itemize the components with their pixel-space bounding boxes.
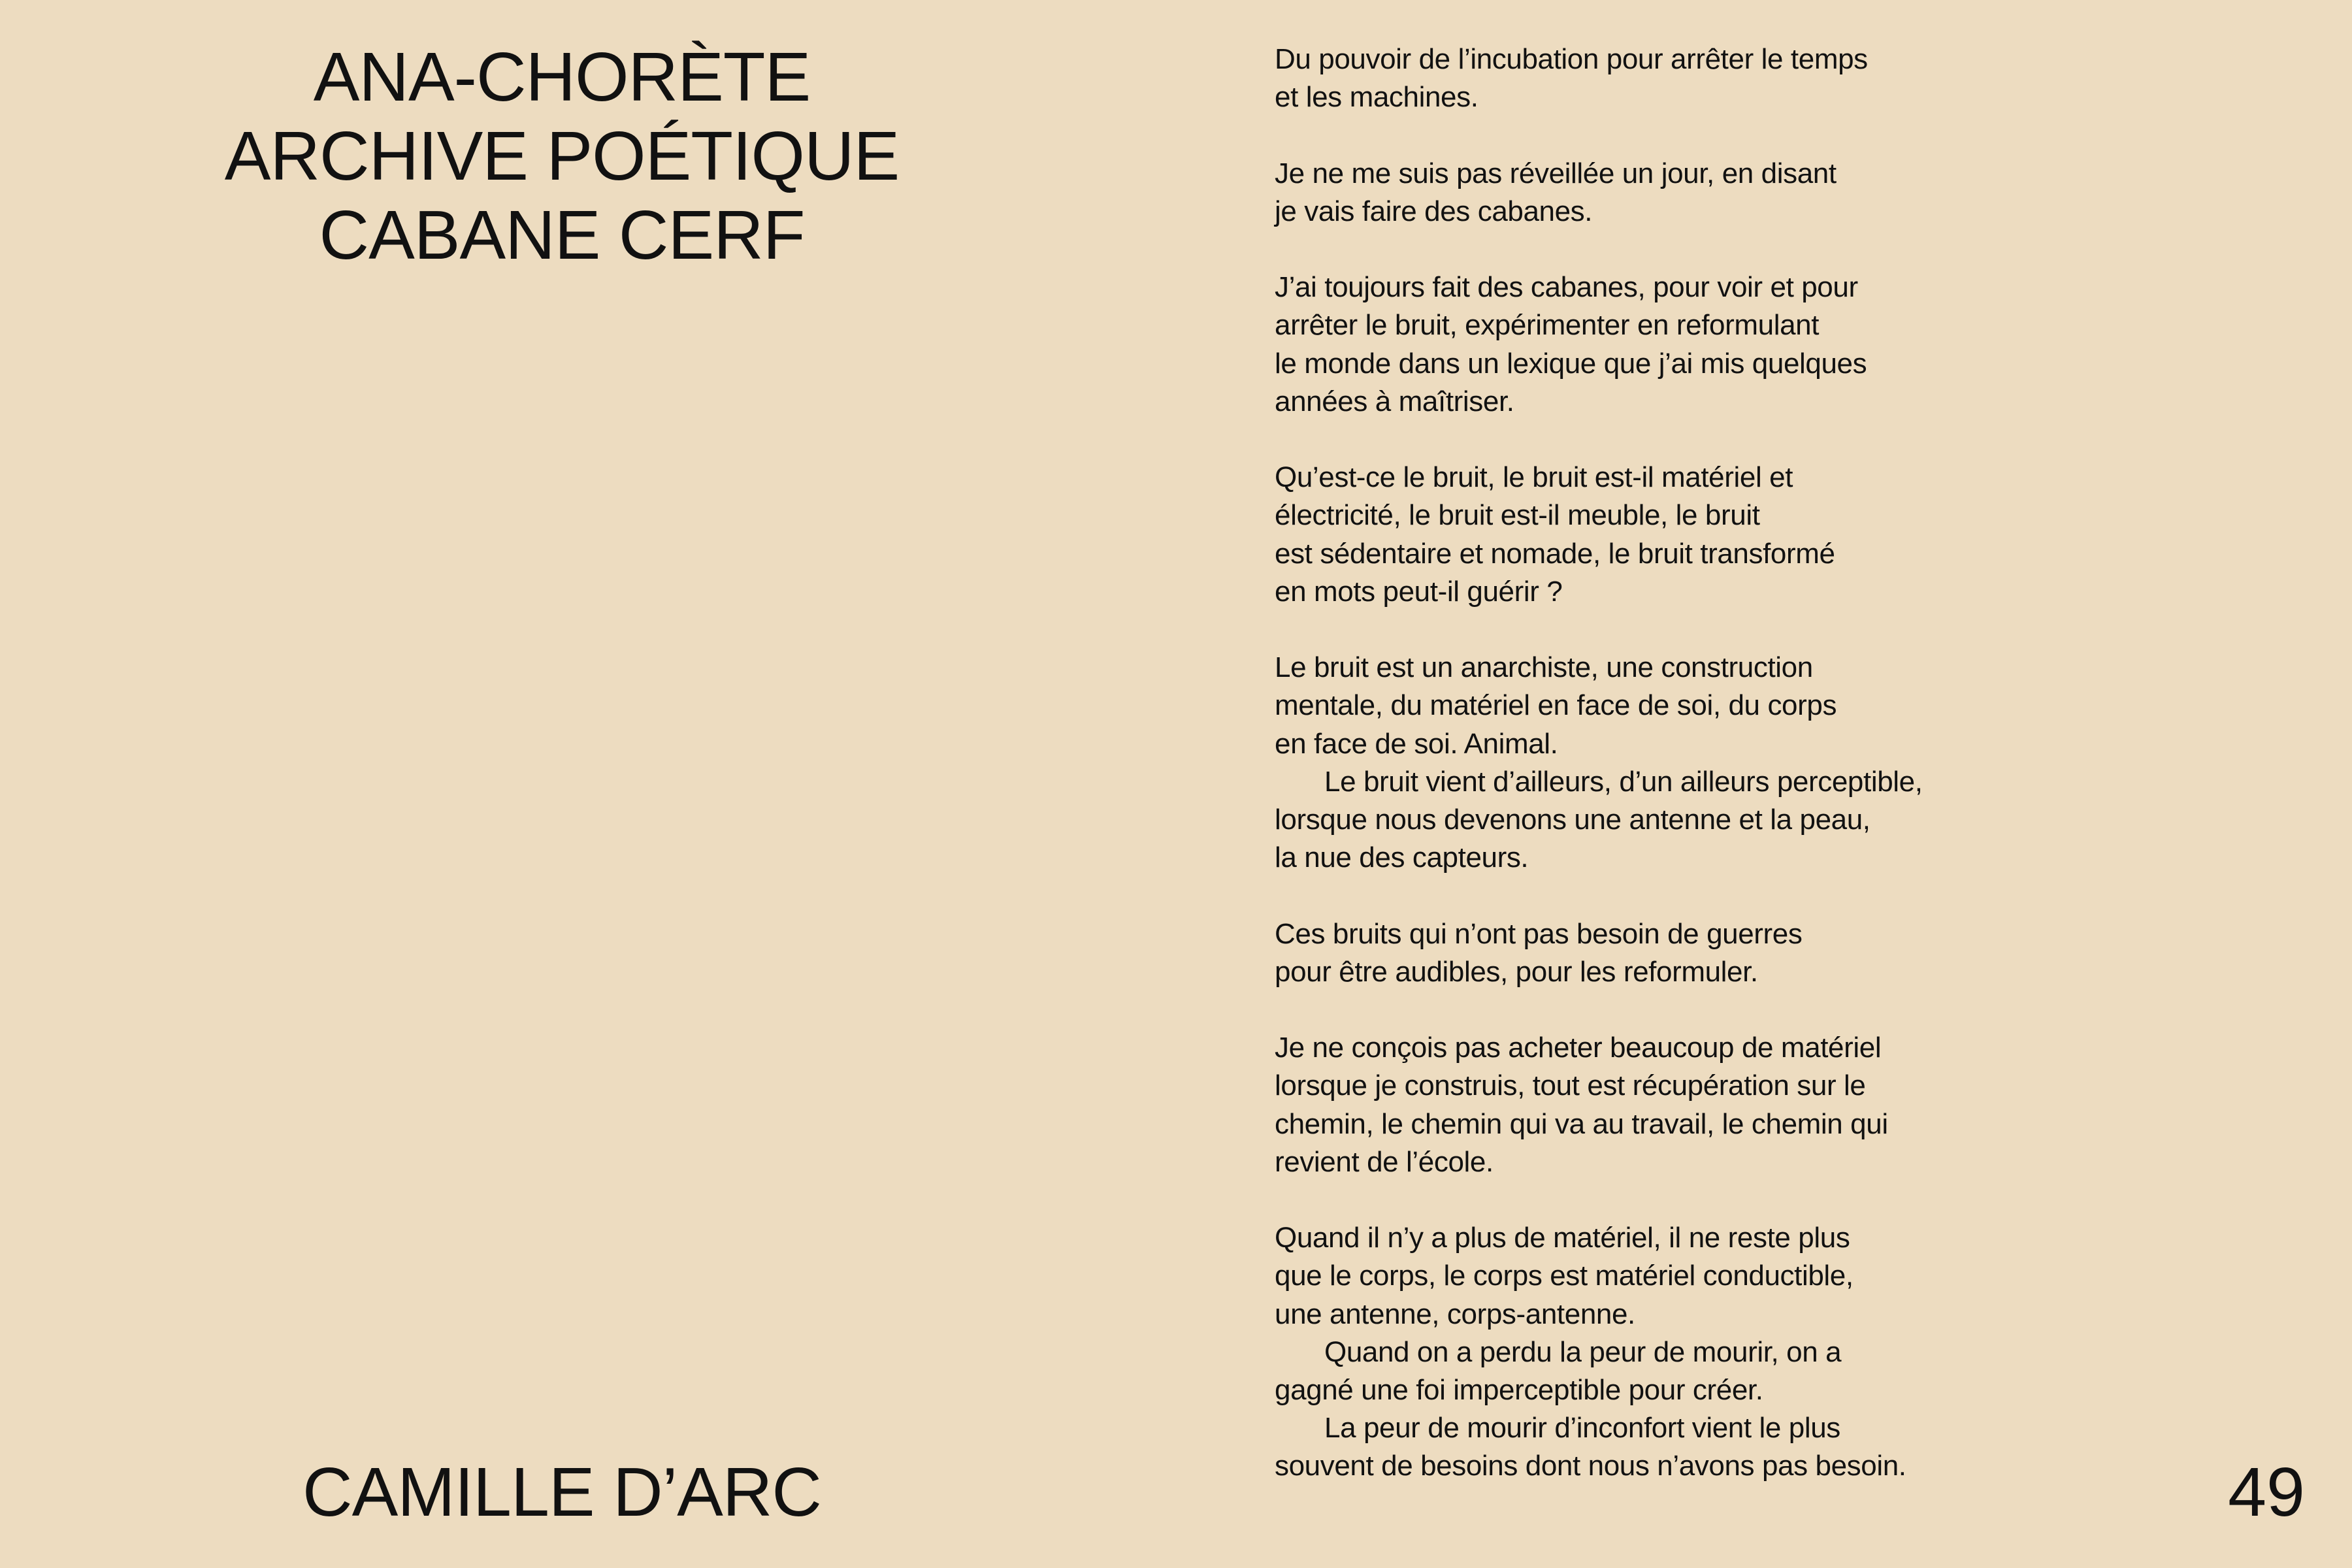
author-name: CAMILLE D’ARC <box>302 1454 821 1531</box>
poem-line: électricité, le bruit est-il meuble, le bruit <box>1275 499 1760 532</box>
poem-line: je vais faire des cabanes. <box>1275 195 1593 227</box>
poem-line: le monde dans un lexique que j’ai mis quelques <box>1275 347 1867 380</box>
poem-line: lorsque nous devenons une antenne et la peau, <box>1275 804 1870 836</box>
poem-line: mentale, du matériel en face de soi, du corps <box>1275 689 1837 722</box>
poem-line: Je ne conçois pas acheter beaucoup de matériel <box>1275 1032 1882 1064</box>
title-line: ARCHIVE POÉTIQUE <box>224 118 900 195</box>
page-number: 49 <box>2228 1454 2305 1531</box>
poem-line: en face de soi. Animal. <box>1275 727 1558 760</box>
poem-line: et les machines. <box>1275 81 1478 114</box>
poem-line: gagné une foi imperceptible pour créer. <box>1275 1374 1763 1406</box>
title-line: CABANE CERF <box>319 197 805 274</box>
stanza-break <box>1275 991 2091 1029</box>
stanza-break <box>1275 877 2091 915</box>
poem-line: une antenne, corps-antenne. <box>1275 1298 1635 1330</box>
poem-line: pour être audibles, pour les reformuler. <box>1275 955 1758 988</box>
poem-line: Quand il n’y a plus de matériel, il ne reste plus <box>1275 1222 1850 1254</box>
poem-line: La peur de mourir d’inconfort vient le plus <box>1324 1412 1840 1445</box>
stanza-break <box>1275 116 2091 154</box>
stanza-break <box>1275 1181 2091 1219</box>
poem-line: chemin, le chemin qui va au travail, le chemin qui <box>1275 1107 1888 1140</box>
poem-line: Du pouvoir de l’incubation pour arrêter le temps <box>1275 43 1868 75</box>
stanza-break <box>1275 421 2091 459</box>
poem-line: que le corps, le corps est matériel conductible, <box>1275 1260 1854 1292</box>
title-line: ANA-CHORÈTE <box>313 39 811 116</box>
poem-line: Qu’est-ce le bruit, le bruit est-il matériel et <box>1275 461 1793 494</box>
poem-line: Ces bruits qui n’ont pas besoin de guerres <box>1275 917 1803 950</box>
poem-line: années à maîtriser. <box>1275 385 1514 417</box>
stanza-break <box>1275 231 2091 269</box>
poem-line: Quand on a perdu la peur de mourir, on a <box>1324 1335 1842 1368</box>
poem-line: Je ne me suis pas réveillée un jour, en disant <box>1275 157 1837 189</box>
poem-line: la nue des capteurs. <box>1275 841 1529 874</box>
poem-line: est sédentaire et nomade, le bruit transformé <box>1275 537 1835 570</box>
stanza-break <box>1275 611 2091 649</box>
poem-line: lorsque je construis, tout est récupération sur le <box>1275 1070 1866 1102</box>
poem-line: souvent de besoins dont nous n’avons pas besoin. <box>1275 1450 1906 1482</box>
poem-line: J’ai toujours fait des cabanes, pour voir et pour <box>1275 271 1858 304</box>
poem-text <box>1275 41 2091 1486</box>
poem-line: arrêter le bruit, expérimenter en reformulant <box>1275 309 1820 342</box>
poem-line: en mots peut-il guérir ? <box>1275 575 1563 608</box>
poem-line: revient de l’école. <box>1275 1145 1494 1178</box>
poem-line: Le bruit est un anarchiste, une construction <box>1275 651 1813 684</box>
poem-line: Le bruit vient d’ailleurs, d’un ailleurs perceptible, <box>1324 765 1923 798</box>
book-title <box>118 38 1006 275</box>
